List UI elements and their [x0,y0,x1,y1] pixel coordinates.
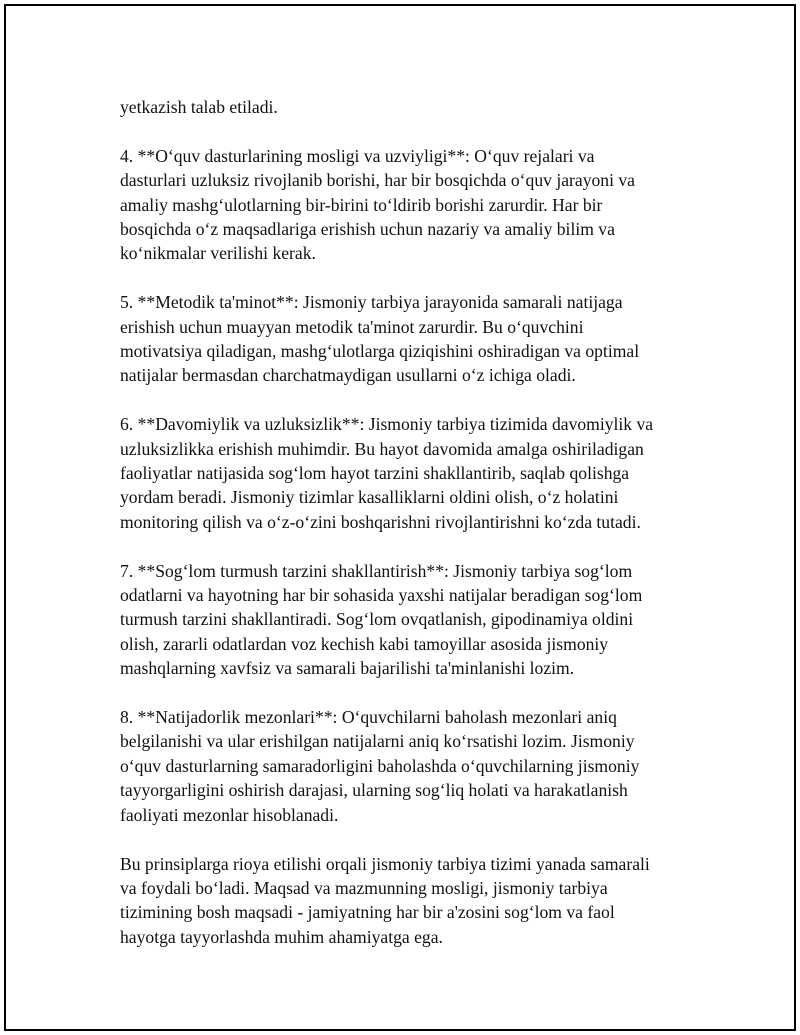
page-frame [4,4,796,1031]
paragraph-item-5 [120,290,700,388]
paragraph-item-6 [120,412,700,534]
text-line: Bu prinsiplarga rioya etilishi orqali jismoniy tarbiya tizimi yanada samarali [120,853,650,874]
text-line: yordam beradi. Jismoniy tizimlar kasalliklarni oldini olish, o‘z holatini [120,487,619,508]
text-line: olish, zararli odatlardan voz kechish kabi tamoyillar asosida jismoniy [120,633,609,654]
text-line: 8. **Natijadorlik mezonlari**: O‘quvchilarni baholash mezonlari aniq [120,707,617,728]
paragraph-item-7 [120,559,700,681]
text-line: motivatsiya qiladigan, mashg‘ulotlarga qiziqishini oshiradigan va optimal [120,341,640,362]
text-line: 6. **Davomiylik va uzluksizlik**: Jismoniy tarbiya tizimida davomiylik va [120,414,654,435]
text-line: turmush tarzini shakllantiradi. Sog‘lom ovqatlanish, gipodinamiya oldini [120,609,634,630]
text-line: yetkazish talab etiladi. [120,97,278,117]
paragraph-conclusion [120,852,700,950]
paragraph-item-8 [120,705,700,827]
text-line: tizimining bosh maqsadi - jamiyatning har bir a'zosini sog‘lom va faol [120,902,615,923]
text-line: uzluksizlikka erishish muhimdir. Bu hayot davomida amalga oshiriladigan [120,438,644,459]
text-line: monitoring qilish va o‘z-o‘zini boshqarishni rivojlantirishni ko‘zda tutadi. [120,511,641,532]
text-line: hayotga tayyorlashda muhim ahamiyatga ega. [120,926,443,947]
text-line: dasturlari uzluksiz rivojlanib borishi, har bir bosqichda o‘quv jarayoni va [120,170,635,191]
text-line: 5. **Metodik ta'minot**: Jismoniy tarbiya jarayonida samarali natijaga [120,292,623,313]
text-line: faoliyatlar natijasida sog‘lom hayot tarzini shakllantirib, saqlab qolishga [120,463,630,484]
text-line: natijalar bermasdan charchatmaydigan usullarni o‘z ichiga oladi. [120,365,576,386]
text-line: 7. **Sog‘lom turmush tarzini shakllantirish**: Jismoniy tarbiya sog‘lom [120,560,633,581]
text-line: erishish uchun muayyan metodik ta'minot zarurdir. Bu o‘quvchini [120,316,584,337]
text-line: faoliyati mezonlar hisoblanadi. [120,804,339,825]
document-body [120,95,700,949]
text-line: amaliy mashg‘ulotlarning bir-birini to‘ldirib borishi zarurdir. Har bir [120,194,603,215]
paragraph-item-4 [120,144,700,266]
text-line: mashqlarning xavfsiz va samarali bajarilishi ta'minlanishi lozim. [120,658,575,679]
text-line: bosqichda o‘z maqsadlariga erishish uchun nazariy va amaliy bilim va [120,219,615,240]
text-line: tayyorgarligini oshirish darajasi, ularning sog‘liq holati va harakatlanish [120,780,628,801]
text-line: belgilanishi va ular erishilgan natijalarni aniq ko‘rsatishi lozim. Jismoniy [120,731,635,752]
text-line: o‘quv dasturlarning samaradorligini baholashda o‘quvchilarning jismoniy [120,755,640,776]
text-line: odatlarni va hayotning har bir sohasida yaxshi natijalar beradigan sog‘lom [120,585,643,606]
text-line: 4. **O‘quv dasturlarining mosligi va uzviyligi**: O‘quv rejalari va [120,145,595,166]
text-line: va foydali bo‘ladi. Maqsad va mazmunning mosligi, jismoniy tarbiya [120,877,608,898]
text-line: ko‘nikmalar verilishi kerak. [120,243,316,264]
paragraph-continuation [120,95,700,119]
